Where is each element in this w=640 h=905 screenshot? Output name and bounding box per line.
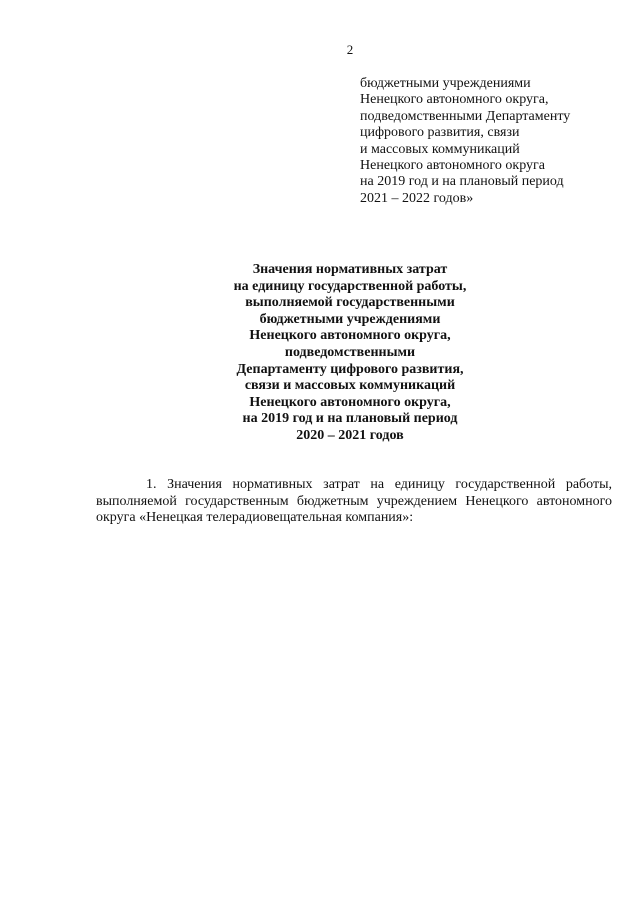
- approval-line: на 2019 год и на плановый период: [360, 174, 564, 190]
- title-line: бюджетными учреждениями: [259, 311, 441, 327]
- title-line: Значения нормативных затрат: [252, 262, 448, 277]
- document-title: [140, 262, 560, 445]
- paragraph-line: 1. Значения нормативных затрат на единицу государственной работы,: [146, 477, 612, 492]
- title-line: на 2019 год и на плановый период: [242, 411, 458, 427]
- approval-line: Ненецкого автономного округа: [360, 158, 545, 174]
- paragraph-line: выполняемой государственным бюджетным учреждением Ненецкого автономного: [96, 493, 612, 509]
- paragraph-line: округа «Ненецкая телерадиовещательная компания»:: [96, 510, 414, 526]
- approval-block: [360, 76, 620, 207]
- approval-line: подведомственными Департаменту: [360, 108, 571, 124]
- approval-line: и массовых коммуникаций: [360, 141, 520, 157]
- title-line: на единицу государственной работы,: [233, 278, 467, 294]
- approval-line: Ненецкого автономного округа,: [360, 92, 549, 108]
- title-line: подведомственными: [284, 344, 416, 360]
- paragraph-1: [96, 477, 612, 527]
- title-line: Ненецкого автономного округа,: [249, 328, 451, 344]
- approval-line: цифрового развития, связи: [360, 125, 520, 141]
- title-line: Департаменту цифрового развития,: [236, 361, 464, 377]
- page-number: 2: [346, 42, 354, 57]
- title-line: связи и массовых коммуникаций: [244, 378, 456, 394]
- title-line: выполняемой государственными: [245, 295, 455, 311]
- title-line: Ненецкого автономного округа,: [249, 394, 451, 410]
- title-line: 2020 – 2021 годов: [296, 427, 404, 443]
- approval-line: бюджетными учреждениями: [360, 76, 531, 91]
- approval-line: 2021 – 2022 годов»: [360, 190, 474, 206]
